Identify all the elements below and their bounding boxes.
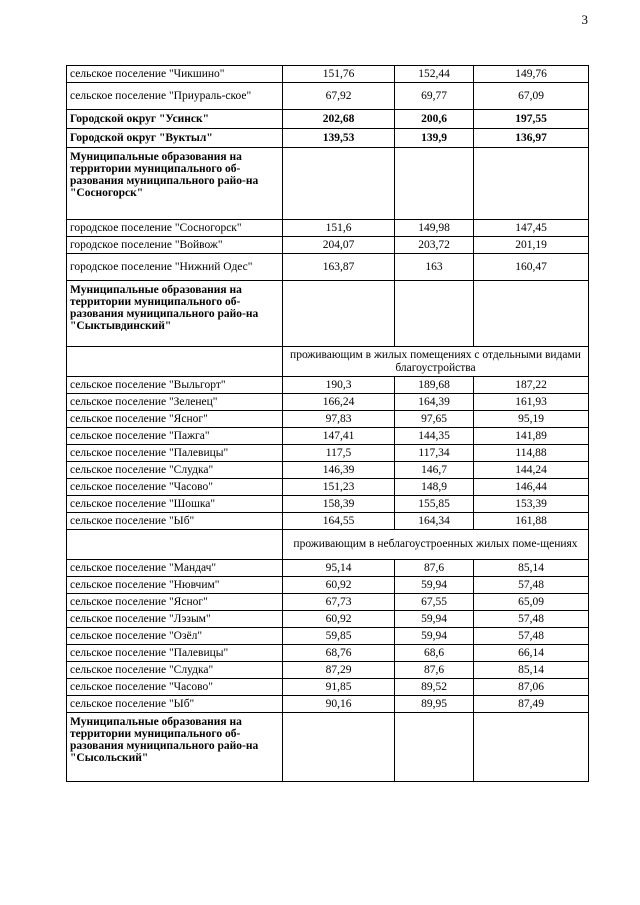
settlement-row [67, 496, 589, 513]
value-cell: 67,09 [474, 83, 589, 110]
tariff-table-body [67, 66, 589, 782]
value-cell: 91,85 [283, 679, 395, 696]
value-cell: 139,53 [283, 129, 395, 148]
empty-cell [67, 530, 283, 560]
settlement-name: сельское поселение "Слудка" [67, 662, 283, 679]
value-cell: 85,14 [474, 662, 589, 679]
value-cell: 87,49 [474, 696, 589, 713]
empty-cell [395, 713, 474, 782]
settlement-name: сельское поселение "Озёл" [67, 628, 283, 645]
value-cell: 90,16 [283, 696, 395, 713]
value-cell: 155,85 [395, 496, 474, 513]
settlement-row [67, 479, 589, 496]
settlement-row [67, 411, 589, 428]
value-cell: 59,94 [395, 577, 474, 594]
value-cell: 67,55 [395, 594, 474, 611]
settlement-name: Городской округ "Усинск" [67, 110, 283, 129]
value-cell: 163,87 [283, 254, 395, 281]
settlement-row [67, 462, 589, 479]
value-cell: 147,41 [283, 428, 395, 445]
value-cell: 57,48 [474, 611, 589, 628]
settlement-row [67, 513, 589, 530]
value-cell: 152,44 [395, 66, 474, 83]
settlement-row [67, 66, 589, 83]
empty-cell [67, 347, 283, 377]
settlement-row [67, 696, 589, 713]
value-cell: 187,22 [474, 377, 589, 394]
value-cell: 89,52 [395, 679, 474, 696]
subheader-text: проживающим в неблагоустроенных жилых поме-щениях [283, 530, 589, 560]
value-cell: 204,07 [283, 237, 395, 254]
value-cell: 136,97 [474, 129, 589, 148]
settlement-row [67, 377, 589, 394]
settlement-name: сельское поселение "Ясног" [67, 411, 283, 428]
value-cell: 146,7 [395, 462, 474, 479]
value-cell: 160,47 [474, 254, 589, 281]
value-cell: 117,5 [283, 445, 395, 462]
value-cell: 95,14 [283, 560, 395, 577]
value-cell: 189,68 [395, 377, 474, 394]
empty-cell [283, 713, 395, 782]
value-cell: 65,09 [474, 594, 589, 611]
empty-cell [474, 713, 589, 782]
value-cell: 203,72 [395, 237, 474, 254]
value-cell: 114,88 [474, 445, 589, 462]
settlement-row [67, 628, 589, 645]
value-cell: 151,76 [283, 66, 395, 83]
subheader-text: проживающим в жилых помещениях с отдельными видами благоустройства [283, 347, 589, 377]
value-cell: 69,77 [395, 83, 474, 110]
settlement-name: сельское поселение "Чикшино" [67, 66, 283, 83]
value-cell: 163 [395, 254, 474, 281]
settlement-name: сельское поселение "Слудка" [67, 462, 283, 479]
settlement-row [67, 560, 589, 577]
value-cell: 57,48 [474, 628, 589, 645]
empty-cell [283, 281, 395, 347]
value-cell: 87,6 [395, 662, 474, 679]
value-cell: 89,95 [395, 696, 474, 713]
section-heading-row [67, 713, 589, 782]
settlement-name: сельское поселение "Выльгорт" [67, 377, 283, 394]
value-cell: 87,29 [283, 662, 395, 679]
section-heading: Муниципальные образования на территории муниципального об-разования муниципального райо-на "Сосногорск" [67, 148, 283, 220]
value-cell: 147,45 [474, 220, 589, 237]
value-cell: 146,39 [283, 462, 395, 479]
value-cell: 59,94 [395, 628, 474, 645]
empty-cell [395, 148, 474, 220]
settlement-name: сельское поселение "Шошка" [67, 496, 283, 513]
settlement-name: Городской округ "Вуктыл" [67, 129, 283, 148]
value-cell: 85,14 [474, 560, 589, 577]
value-cell: 151,6 [283, 220, 395, 237]
settlement-name: городское поселение "Сосногорск" [67, 220, 283, 237]
settlement-row [67, 611, 589, 628]
value-cell: 66,14 [474, 645, 589, 662]
empty-cell [474, 281, 589, 347]
value-cell: 164,39 [395, 394, 474, 411]
value-cell: 87,6 [395, 560, 474, 577]
value-cell: 68,6 [395, 645, 474, 662]
settlement-name: сельское поселение "Ыб" [67, 513, 283, 530]
settlement-name: сельское поселение "Нювчим" [67, 577, 283, 594]
value-cell: 149,76 [474, 66, 589, 83]
settlement-name: сельское поселение "Мандач" [67, 560, 283, 577]
subheader-row [67, 347, 589, 377]
settlement-name: сельское поселение "Палевицы" [67, 445, 283, 462]
value-cell: 148,9 [395, 479, 474, 496]
empty-cell [474, 148, 589, 220]
value-cell: 67,73 [283, 594, 395, 611]
empty-cell [283, 148, 395, 220]
empty-cell [395, 281, 474, 347]
value-cell: 117,34 [395, 445, 474, 462]
value-cell: 197,55 [474, 110, 589, 129]
settlement-row [67, 237, 589, 254]
value-cell: 141,89 [474, 428, 589, 445]
section-heading: Муниципальные образования на территории муниципального об-разования муниципального райо-на "Сысольский" [67, 713, 283, 782]
section-heading-row [67, 281, 589, 347]
value-cell: 151,23 [283, 479, 395, 496]
settlement-row [67, 254, 589, 281]
settlement-name: сельское поселение "Пажга" [67, 428, 283, 445]
settlement-name: городское поселение "Войвож" [67, 237, 283, 254]
settlement-row [67, 645, 589, 662]
settlement-name: сельское поселение "Ясног" [67, 594, 283, 611]
value-cell: 144,35 [395, 428, 474, 445]
value-cell: 60,92 [283, 577, 395, 594]
value-cell: 68,76 [283, 645, 395, 662]
value-cell: 166,24 [283, 394, 395, 411]
district-row [67, 129, 589, 148]
value-cell: 60,92 [283, 611, 395, 628]
page-number: 3 [581, 12, 588, 27]
value-cell: 161,93 [474, 394, 589, 411]
value-cell: 95,19 [474, 411, 589, 428]
value-cell: 164,55 [283, 513, 395, 530]
settlement-row [67, 394, 589, 411]
value-cell: 57,48 [474, 577, 589, 594]
value-cell: 97,83 [283, 411, 395, 428]
district-row [67, 110, 589, 129]
value-cell: 201,19 [474, 237, 589, 254]
value-cell: 139,9 [395, 129, 474, 148]
value-cell: 144,24 [474, 462, 589, 479]
settlement-row [67, 445, 589, 462]
value-cell: 153,39 [474, 496, 589, 513]
value-cell: 202,68 [283, 110, 395, 129]
settlement-name: сельское поселение "Приураль-ское" [67, 83, 283, 110]
settlement-row [67, 662, 589, 679]
subheader-row [67, 530, 589, 560]
settlement-row [67, 577, 589, 594]
value-cell: 67,92 [283, 83, 395, 110]
settlement-name: сельское поселение "Зеленец" [67, 394, 283, 411]
value-cell: 87,06 [474, 679, 589, 696]
value-cell: 190,3 [283, 377, 395, 394]
value-cell: 59,94 [395, 611, 474, 628]
value-cell: 59,85 [283, 628, 395, 645]
settlement-name: сельское поселение "Часово" [67, 479, 283, 496]
settlement-row [67, 428, 589, 445]
settlement-row [67, 83, 589, 110]
settlement-name: городское поселение "Нижний Одес" [67, 254, 283, 281]
settlement-name: сельское поселение "Ыб" [67, 696, 283, 713]
settlement-row [67, 679, 589, 696]
value-cell: 97,65 [395, 411, 474, 428]
value-cell: 161,88 [474, 513, 589, 530]
settlement-name: сельское поселение "Палевицы" [67, 645, 283, 662]
value-cell: 200,6 [395, 110, 474, 129]
value-cell: 149,98 [395, 220, 474, 237]
section-heading-row [67, 148, 589, 220]
settlement-row [67, 594, 589, 611]
value-cell: 164,34 [395, 513, 474, 530]
section-heading: Муниципальные образования на территории муниципального об-разования муниципального райо-на "Сыктывдинский" [67, 281, 283, 347]
settlement-name: сельское поселение "Лэзым" [67, 611, 283, 628]
value-cell: 146,44 [474, 479, 589, 496]
settlement-row [67, 220, 589, 237]
settlement-name: сельское поселение "Часово" [67, 679, 283, 696]
tariff-table [66, 65, 589, 782]
value-cell: 158,39 [283, 496, 395, 513]
